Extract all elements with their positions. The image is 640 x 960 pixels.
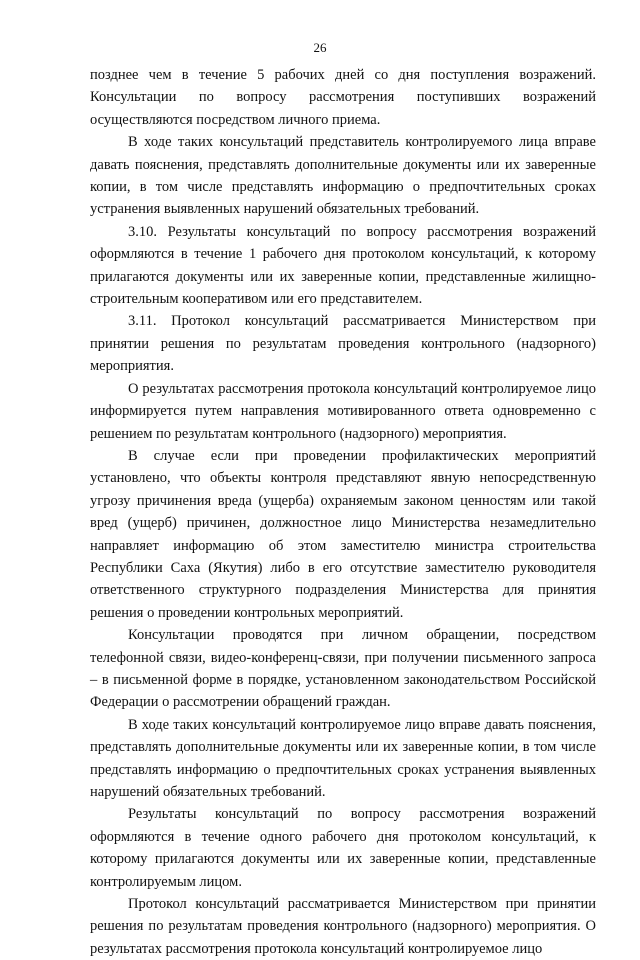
paragraph-consultation-results: Результаты консультаций по вопросу рассмотрения возражений оформляются в течение одного рабочего дня протоколом консультаций, к которому прилагаются документы или их заверенные копии, представленные контролируемым лицом. [90, 806, 596, 890]
paragraph-representative-rights: В ходе таких консультаций представитель контролируемого лица вправе давать пояснения, представлять дополнительные документы или их заверенные копии, в том числе представлять информацию о предпочтительных сроках устранения выявленных нарушений обязательных требований. [90, 134, 596, 218]
paragraph-threat-case: В случае если при проведении профилактических мероприятий установлено, что объекты контроля представляют явную непосредственную угрозу причинения вреда (ущерба) охраняемым законом ценностям или такой вред (ущерб) причинен, должностное лицо Министерства незамедлительно направляет информацию об этом заместителю министра строительства Республики Саха (Якутия) либо в его отсутствие заместителю руководителя ответственного структурного подразделения Министерства для принятия решения о проведении контрольных мероприятий. [90, 447, 596, 621]
paragraph-controlled-person-rights: В ходе таких консультаций контролируемое лицо вправе давать пояснения, представлять дополнительные документы или их заверенные копии, в том числе представлять информацию о предпочтительных сроках устранения выявленных нарушений обязательных требований. [90, 716, 596, 800]
paragraph-consultation-methods: Консультации проводятся при личном обращении, посредством телефонной связи, видео-конференц-связи, при получении письменного запроса – в письменной форме в порядке, установленном законодательством Российской Федерации о рассмотрении обращений граждан. [90, 627, 596, 711]
paragraph-3-10: 3.10. Результаты консультаций по вопросу рассмотрения возражений оформляются в течение 1 рабочего дня протоколом консультаций, к которому прилагаются документы или их заверенные копии, представленные жилищно-строительным кооперативом или его представителем. [90, 223, 596, 308]
document-body [90, 64, 596, 960]
paragraph-3-11: 3.11. Протокол консультаций рассматривается Министерством при принятии решения по результатам проведения контрольного (надзорного) мероприятия. [90, 313, 596, 375]
page-number: 26 [313, 40, 327, 55]
paragraph-protocol-review: Протокол консультаций рассматривается Министерством при принятии решения по результатам проведения контрольного (надзорного) мероприятия. О результатах рассмотрения протокола консультаций контролируемое лицо [90, 896, 596, 957]
paragraph-continuation: позднее чем в течение 5 рабочих дней со дня поступления возражений. Консультации по вопросу рассмотрения поступивших возражений осуществляются посредством личного приема. [90, 67, 596, 128]
paragraph-protocol-results: О результатах рассмотрения протокола консультаций контролируемое лицо информируется путем направления мотивированного ответа одновременно с решением по результатам контрольного (надзорного) мероприятия. [90, 380, 596, 442]
